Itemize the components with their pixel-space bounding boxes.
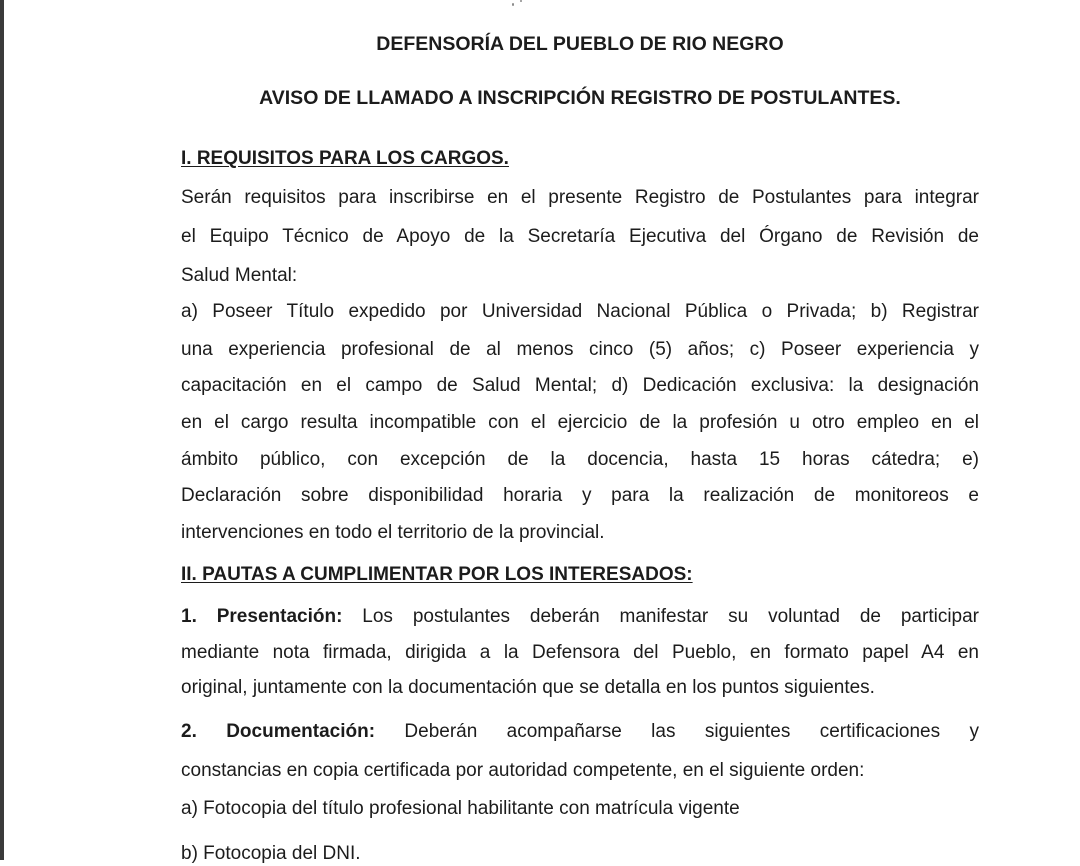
paragraph-line: Salud Mental: xyxy=(181,265,298,286)
paragraph-line: mediante nota firmada, dirigida a la Defensora del Pueblo, en formato papel A4 en xyxy=(181,642,979,663)
document-subtitle: AVISO DE LLAMADO A INSCRIPCIÓN REGISTRO DE POSTULANTES. xyxy=(259,87,901,109)
item-documentacion-label: 2. Documentación: xyxy=(181,721,376,742)
paragraph-line: en el cargo resulta incompatible con el ejercicio de la profesión u otro empleo en el xyxy=(181,412,979,433)
paragraph-line: Serán requisitos para inscribirse en el presente Registro de Postulantes para integrar xyxy=(181,187,979,208)
paragraph-line: constancias en copia certificada por autoridad competente, en el siguiente orden: xyxy=(181,760,865,781)
doc-list-item: a) Fotocopia del título profesional habilitante con matrícula vigente xyxy=(181,798,740,819)
document-title: DEFENSORÍA DEL PUEBLO DE RIO NEGRO xyxy=(376,33,784,55)
paragraph-line: a) Poseer Título expedido por Universidad Nacional Pública o Privada; b) Registrar xyxy=(181,301,979,322)
doc-list-item: b) Fotocopia del DNI. xyxy=(181,843,361,864)
section-heading-pautas: II. PAUTAS A CUMPLIMENTAR POR LOS INTERESADOS: xyxy=(181,564,693,585)
scan-speck xyxy=(520,0,522,2)
item-presentacion-text: Los postulantes deberán manifestar su voluntad de participar xyxy=(342,606,980,627)
scan-speck xyxy=(512,3,514,6)
item-documentacion-text: Deberán acompañarse las siguientes certificaciones y xyxy=(375,721,979,742)
scan-left-edge xyxy=(0,0,4,860)
item-documentacion-line xyxy=(181,720,979,744)
paragraph-line: una experiencia profesional de al menos cinco (5) años; c) Poseer experiencia y xyxy=(181,339,979,360)
paragraph-line: intervenciones en todo el territorio de la provincial. xyxy=(181,522,605,543)
paragraph-line: Declaración sobre disponibilidad horaria y para la realización de monitoreos e xyxy=(181,485,979,506)
section-heading-requisitos: I. REQUISITOS PARA LOS CARGOS. xyxy=(181,148,509,169)
paragraph-line: el Equipo Técnico de Apoyo de la Secretaría Ejecutiva del Órgano de Revisión de xyxy=(181,226,979,247)
paragraph-line: ámbito público, con excepción de la docencia, hasta 15 horas cátedra; e) xyxy=(181,449,979,470)
paragraph-line: original, juntamente con la documentación que se detalla en los puntos siguientes. xyxy=(181,677,875,698)
item-presentacion-line xyxy=(181,605,979,629)
paragraph-line: capacitación en el campo de Salud Mental; d) Dedicación exclusiva: la designación xyxy=(181,375,979,396)
item-presentacion-label: 1. Presentación: xyxy=(181,606,343,627)
